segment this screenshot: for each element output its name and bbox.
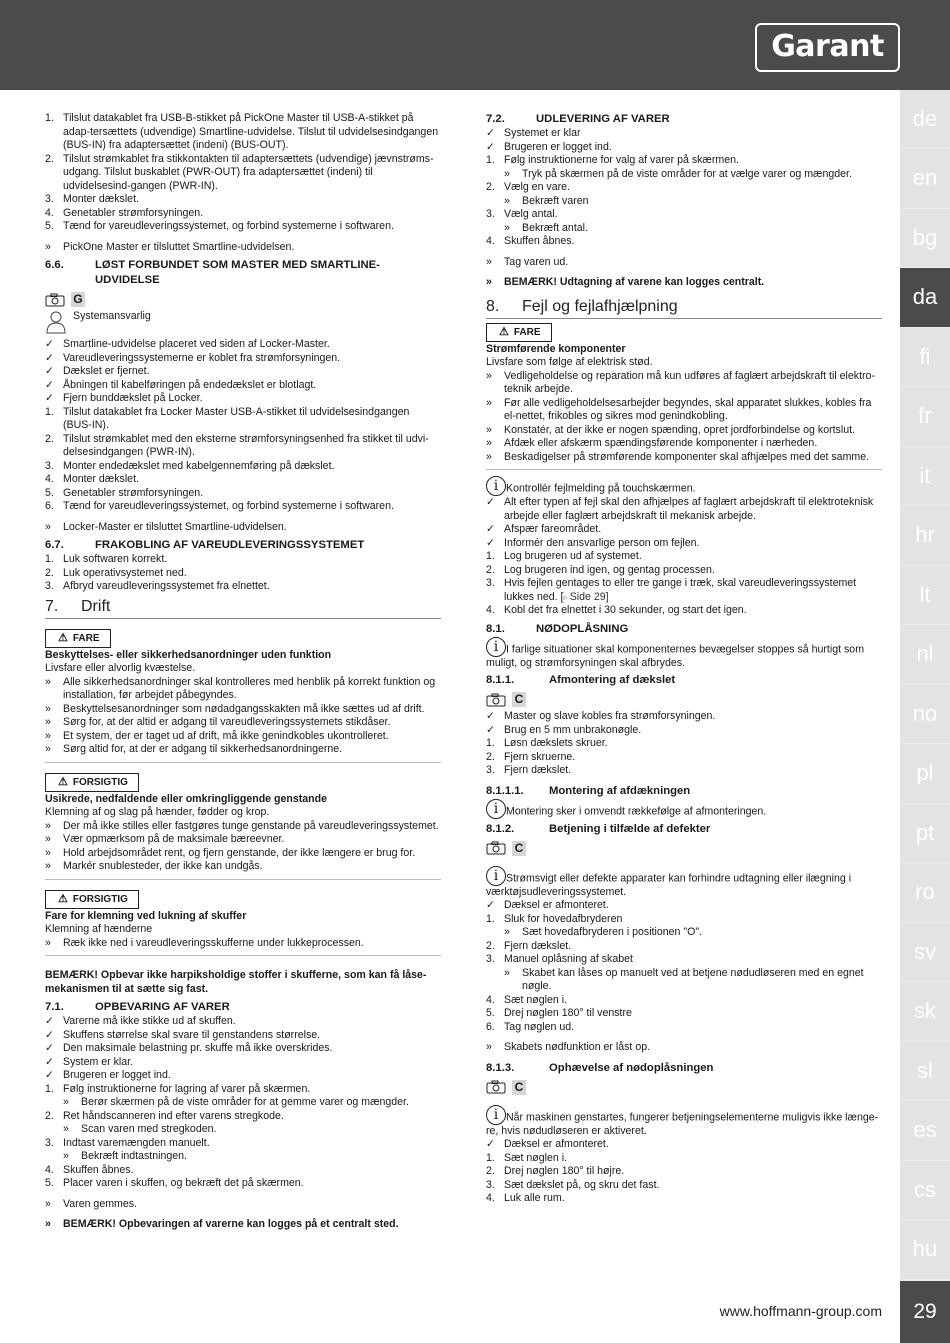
step-item: 2. Log brugeren ind igen, og gentag processen. [486,563,715,576]
person-icon [45,310,67,334]
note-item: » BEMÆRK! Opbevaringen af varerne kan logges på et centralt sted. [45,1218,399,1230]
qualification-letter: C [512,841,526,856]
language-tab-it[interactable]: it [900,447,950,505]
language-tab-sk[interactable]: sk [900,982,950,1040]
warning-label: ⚠ FARE [486,323,552,342]
language-tab-no[interactable]: no [900,685,950,743]
language-tab-hr[interactable]: hr [900,506,950,564]
result-item: » Tag varen ud. [486,255,569,268]
language-tab-de[interactable]: de [900,90,950,148]
warning-measure: » Sørg for, at der altid er adgang til vareudleveringssystemets stikdåser. [45,716,391,728]
check-item: ✓ Dækslet er fjernet. [45,365,150,377]
step-item: 2. Ret håndscanneren ind efter varens stregkode. [45,1109,284,1122]
warning-consequence: Klemning af hænderne [45,923,153,935]
language-tab-bg[interactable]: bg [900,209,950,267]
result-item: » Varen gemmes. [45,1197,137,1210]
info-icon: i [486,476,506,496]
camera-icon [486,693,506,707]
step-item: 3. Monter dækslet. [45,193,139,205]
substep-item: » Skabet kan låses op manuelt ved at betjene nødudløseren med en egnet nøgle. [504,966,864,992]
step-item: 4. Skuffen åbnes. [45,1163,134,1176]
step-item: 1. Luk softwaren korrekt. [45,553,168,565]
warning-fare-2 [486,319,882,465]
section-heading-8-1-2: 8.1.2. Betjening i tilfælde af defekter [486,822,711,835]
language-tab-es[interactable]: es [900,1101,950,1159]
step-item: 3. Hvis fejlen gentages to eller tre gange i træk, skal vareudleveringssystemet lukkes ned. [▹ Side 29] [486,577,857,603]
warning-measure: » Hold arbejdsområdet rent, og fjern genstande, der ikke længere er brug for. [45,846,416,859]
step-item: 6. Tag nøglen ud. [486,1020,575,1033]
result-item: » Locker-Master er tilsluttet Smartline-udvidelsen. [45,520,287,533]
substep-item: » Bekræft varen [504,194,589,207]
step-item: 1. Løsn dækslets skruer. [486,737,608,749]
list-s812-pre [486,899,882,913]
language-tab-sv[interactable]: sv [900,923,950,981]
list-s71-pre [45,1015,441,1083]
camera-icon [486,1080,506,1094]
list-s811-steps [486,737,882,778]
right-column [486,112,882,1206]
step-item: 5. Placer varen i skuffen, og bekræft det på skærmen. [45,1177,304,1189]
check-item: ✓ Vareudleveringssystemerne er koblet fra strømforsyningen. [45,351,341,364]
list-s66-pre [45,338,441,406]
warning-measure: » Ræk ikke ned i vareudleveringsskufferne under lukkeprocessen. [45,936,364,949]
step-item: 2. Tilslut strømkablet fra stikkontakten til adaptersættets (udvendige) jævnstrøms-udgang. Tilslut buskablet (PWR-OUT) fra adaptersættet (indeni) til udvidelsesind-gangen (PWR-IN). [45,152,434,192]
substep-item: » Berør skærmen på de viste områder for at gemme varer og mængder. [63,1096,409,1108]
step-item: 5. Genetabler strømforsyningen. [45,486,204,499]
check-item: ✓ Dæksel er afmonteret. [486,899,609,911]
note-item: » BEMÆRK! Udtagning af varene kan logges centralt. [486,276,765,288]
check-item: ✓ Alt efter typen af fejl skal den afhjælpes af faglært arbejdskraft til elektroteknisk arbejde eller faglært arbejdskraft til mekanisk arbejde. [486,496,874,522]
warning-measure: » Konstatér, at der ikke er nogen spænding, opret jordforbindelse og kortslut. [486,423,855,436]
check-item: ✓ Varerne må ikke stikke ud af skuffen. [45,1015,236,1027]
symbol-row [486,692,882,708]
warning-title: Strømførende komponenter [486,342,626,355]
warning-consequence: Klemning af og slag på hænder, fødder og krop. [45,806,270,818]
qualification-letter: G [71,292,85,307]
step-item: 6. Tænd for vareudleveringssystemet, og forbind systemerne i softwaren. [45,500,394,512]
list-s67-steps [45,553,441,594]
symbol-row [486,1080,882,1096]
check-item: ✓ Fjern bunddækslet på Locker. [45,392,203,404]
result-item: » PickOne Master er tilsluttet Smartline-udvidelsen. [45,240,295,253]
warning-triangle-icon: ⚠ [58,631,68,644]
step-item: 1. Følg instruktionerne for valg af varer på skærmen. [486,154,739,166]
language-tab-fr[interactable]: fr [900,387,950,445]
check-item: ✓ Brug en 5 mm unbrakonøgle. [486,723,642,736]
list-s812-steps [486,913,882,1035]
check-item: ✓ Informér den ansvarlige person om fejlen. [486,536,700,549]
step-item: 1. Log brugeren ud af systemet. [486,550,642,562]
notice-text: BEMÆRK! Opbevar ikke harpiksholdige stoffer i skufferne, som kan få låse-mekanismen til at sætte sig fast. [45,969,427,995]
language-tab-ro[interactable]: ro [900,863,950,921]
step-item: 2. Vælg en vare. [486,181,570,193]
list-s8-pre [486,496,882,550]
substep-item: » Bekræft indtastningen. [63,1150,187,1162]
step-item: 2. Fjern skruerne. [486,750,576,763]
warning-forsigtig-1 [45,769,441,874]
language-tab-nl[interactable]: nl [900,625,950,683]
camera-icon [45,293,65,307]
language-tab-sl[interactable]: sl [900,1042,950,1100]
list-s813-steps [486,1152,882,1206]
page-number: 29 [900,1281,950,1343]
step-item: 3. Manuel oplåsning af skabet [486,953,633,965]
warning-measure: » Afdæk eller afskærm spændingsførende komponenter i nærheden. [486,437,818,449]
left-column [45,112,441,1232]
warning-measure: » Beskyttelsesanordninger som nødadgangsskakten må ikke sættes ud af drift. [45,702,425,715]
responsible-person: Systemansvarlig [45,310,441,334]
step-item: 2. Luk operativsystemet ned. [45,566,187,579]
check-item: ✓ Smartline-udvidelse placeret ved siden af Locker-Master. [45,338,330,350]
substep-item: » Sæt hovedafbryderen i positionen "O". [504,926,703,938]
check-item: ✓ Åbningen til kabelføringen på endedækslet er blotlagt. [45,378,317,391]
check-item: ✓ Den maksimale belastning pr. skuffe må ikke overskrides. [45,1042,333,1054]
warning-title: Beskyttelses- eller sikkerhedsanordninger uden funktion [45,648,332,661]
section-heading-8-1-3: 8.1.3. Ophævelse af nødoplåsningen [486,1061,714,1074]
check-item: ✓ Dæksel er afmonteret. [486,1138,609,1150]
section-heading-7-1: 7.1. OPBEVARING AF VARER [45,1001,230,1013]
warning-measure: » Før alle vedligeholdelsesarbejder begyndes, skal apparatet slukkes, kobles fra el-nettet, frikobles og sikres mod genindkobling. [486,396,872,422]
warning-consequence: Livsfare som følge af elektrisk stød. [486,356,653,368]
header-bar [0,0,950,90]
check-item: ✓ Brugeren er logget ind. [486,140,612,153]
info-icon: i [486,799,506,819]
symbol-row [486,841,882,857]
info-icon: i [486,1105,506,1125]
step-item: 3. Sæt dækslet på, og skru det fast. [486,1178,660,1191]
language-tab-lt[interactable]: lt [900,566,950,624]
page-reference[interactable]: ▹ Side 29] [563,590,609,603]
warning-measure: » Markér snublesteder, der ikke kan undgås. [45,860,263,872]
language-tab-cs[interactable]: cs [900,1161,950,1219]
check-item: ✓ Master og slave kobles fra strømforsyningen. [486,710,716,722]
list-steps-top [45,112,441,234]
list-s8-steps [486,550,882,618]
warning-measure: » Der må ikke stilles eller fastgøres tunge genstande på vareudleveringssystemet. [45,819,439,832]
section-heading-6-7: 6.7. FRAKOBLING AF VAREUDLEVERINGSSYSTEMET [45,539,365,551]
list-s811-pre [486,710,882,737]
info-note: i Når maskinen genstartes, fungerer betjeningselementerne muligvis ikke længe-re, hvis nødudløseren er aktiveret. [486,1106,879,1137]
info-note: i Strømsvigt eller defekte apparater kan forhindre udtagning eller ilægning i værktøjsudleveringssystemet. [486,867,852,898]
substep-item: » Tryk på skærmen på de viste områder for at vælge varer og mængder. [504,167,852,180]
qualification-letter: C [512,692,526,707]
step-item: 3. Vælg antal. [486,208,558,220]
step-item: 3. Afbryd vareudleveringssystemet fra elnettet. [45,580,270,592]
warning-fare-1 [45,625,441,757]
step-item: 5. Drej nøglen 180° til venstre [486,1007,632,1019]
step-item: 1. Sæt nøglen i. [486,1151,568,1164]
warning-triangle-icon: ⚠ [58,892,68,905]
camera-icon [486,841,506,855]
check-item: ✓ Skuffens størrelse skal svare til genstandens størrelse. [45,1028,321,1041]
info-note: i Montering sker i omvendt rækkefølge af afmonteringen. [486,799,882,819]
warning-triangle-icon: ⚠ [58,775,68,788]
section-heading-8-1-1: 8.1.1. Afmontering af dækslet [486,674,676,686]
chapter-heading-7: 7. Drift [45,597,441,619]
step-item: 4. Kobl det fra elnettet i 30 sekunder, og start det igen. [486,604,747,616]
step-item: 4. Monter dækslet. [45,473,139,485]
substep-item: » Scan varen med stregkoden. [63,1123,217,1135]
result-item: » Skabets nødfunktion er låst op. [486,1041,651,1053]
check-item: ✓ Systemet er klar [486,127,581,139]
language-tab-en[interactable]: en [900,149,950,207]
language-tab-da[interactable]: da [900,268,950,326]
step-item: 3. Monter endedækslet med kabelgennemføring på dækslet. [45,459,335,472]
step-item: 3. Indtast varemængden manuelt. [45,1136,210,1149]
warning-consequence: Livsfare eller alvorlig kvæstelse. [45,662,196,674]
warning-measure: » Vedligeholdelse og reparation må kun udføres af faglært arbejdskraft til elektro-teknik arbejde. [486,369,875,395]
chapter-heading-8: 8. Fejl og fejlafhjælpning [486,297,882,319]
step-item: 5. Tænd for vareudleveringssystemet, og forbind systemerne i softwaren. [45,220,394,232]
section-heading-6-6: 6.6. LØST FORBUNDET SOM MASTER MED SMARTLINE-UDVIDELSE [45,259,380,286]
symbol-row [45,292,441,308]
step-item: 4. Luk alle rum. [486,1192,565,1204]
language-tab-pl[interactable]: pl [900,744,950,802]
language-tab-pt[interactable]: pt [900,804,950,862]
qualification-letter: C [512,1080,526,1095]
step-item: 4. Skuffen åbnes. [486,235,575,247]
warning-measure: » Et system, der er taget ud af drift, må ikke genindkobles ukontrolleret. [45,729,389,742]
warning-label: ⚠ FORSIGTIG [45,773,139,792]
warning-forsigtig-2 [45,886,441,951]
warning-triangle-icon: ⚠ [499,325,509,338]
step-item: 4. Sæt nøglen i. [486,993,568,1006]
step-item: 2. Fjern dækslet. [486,939,572,952]
info-note: i I farlige situationer skal komponenternes bevægelser stoppes så hurtigt som muligt, og strømforsyningen skal afbrydes. [486,638,865,669]
language-tab-hu[interactable]: hu [900,1220,950,1278]
list-s66-steps [45,406,441,514]
step-item: 1. Tilslut datakablet fra Locker Master USB-A-stikket til udvidelsesindgangen (BUS-IN). [45,405,410,431]
section-heading-8-1: 8.1. NØDOPLÅSNING [486,622,629,635]
step-item: 4. Genetabler strømforsyningen. [45,206,204,219]
warning-measure: » Sørg altid for, at der er adgang til sikkerhedsanordningerne. [45,743,343,755]
check-item: ✓ Afspær fareområdet. [486,523,602,535]
step-item: 1. Følg instruktionerne for lagring af varer på skærmen. [45,1082,311,1095]
info-icon: i [486,866,506,886]
list-s72-pre [486,127,882,154]
step-item: 2. Tilslut strømkablet med den eksterne strømforsyningsenhed fra stikket til udvi-delsesindgangen (PWR-IN). [45,432,429,458]
warning-label: ⚠ FORSIGTIG [45,890,139,909]
warning-measure: » Beskadigelser på strømførende komponenter skal afhjælpes med det samme. [486,450,870,463]
info-note: i Kontrollér fejlmelding på touchskærmen. [486,476,882,496]
warning-measure: » Alle sikkerhedsanordninger skal kontrolleres med henblik på korrekt funktion og installation, før arbejdet påbegyndes. [45,675,436,701]
section-heading-7-2: 7.2. UDLEVERING AF VARER [486,113,670,125]
footer-url[interactable]: www.hoffmann-group.com [719,1303,882,1319]
section-heading-8-1-1-1: 8.1.1.1. Montering af afdækningen [486,784,691,797]
list-s71-steps [45,1083,441,1191]
warning-title: Fare for klemning ved lukning af skuffer [45,909,247,922]
list-s72-steps [486,154,882,249]
step-item: 3. Fjern dækslet. [486,764,572,776]
step-item: 1. Sluk for hovedafbryderen [486,912,623,925]
language-tab-fi[interactable]: fi [900,328,950,386]
substep-item: » Bekræft antal. [504,221,588,234]
warning-measure: » Vær opmærksom på de maksimale bæreevner. [45,833,285,845]
step-item: 1. Tilslut datakablet fra USB-B-stikket på PickOne Master til USB-A-stikket på adap-tersættets (udvendige) Smartline-udvidelse. Tilslut til udvidelsesindgangen (BUS-IN) fra adaptersættet (indeni) (BUS-OUT). [45,112,439,151]
warning-title: Usikrede, nedfaldende eller omkringliggende genstande [45,792,327,805]
check-item: ✓ System er klar. [45,1055,134,1068]
warning-label: ⚠ FARE [45,629,111,648]
check-item: ✓ Brugeren er logget ind. [45,1069,171,1081]
info-icon: i [486,637,506,657]
garant-logo: Garant [755,23,900,72]
list-s813-pre [486,1138,882,1152]
language-sidebar [900,90,950,1343]
step-item: 2. Drej nøglen 180° til højre. [486,1165,625,1177]
